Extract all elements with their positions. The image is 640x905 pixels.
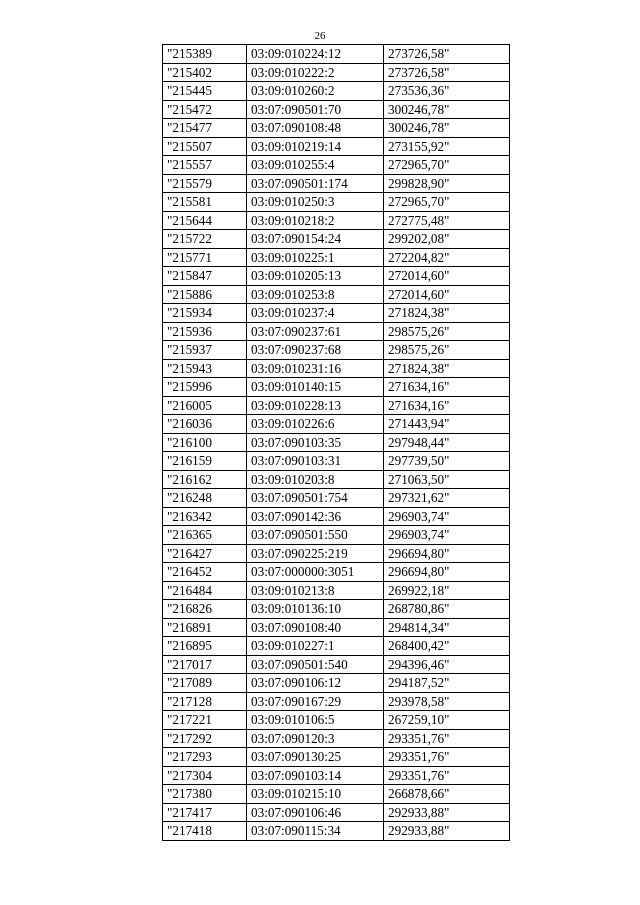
cadastral-number-cell: 03:07:090154:24: [247, 230, 384, 249]
cadastral-number-cell: 03:09:010253:8: [247, 285, 384, 304]
table-row: [163, 193, 510, 212]
cadastral-number-cell: 03:07:090501:70: [247, 100, 384, 119]
record-id-cell: "215937: [163, 341, 247, 360]
table-row: [163, 396, 510, 415]
record-id-cell: "215943: [163, 359, 247, 378]
cadastral-number-cell: 03:09:010228:13: [247, 396, 384, 415]
record-id-cell: "216891: [163, 618, 247, 637]
record-id-cell: "217418: [163, 822, 247, 841]
record-id-cell: "215472: [163, 100, 247, 119]
record-id-cell: "215557: [163, 156, 247, 175]
cadastral-number-cell: 03:07:090167:29: [247, 692, 384, 711]
record-id-cell: "217017: [163, 655, 247, 674]
table-row: [163, 304, 510, 323]
cadastral-number-cell: 03:07:090103:14: [247, 766, 384, 785]
table-row: [163, 470, 510, 489]
record-id-cell: "216484: [163, 581, 247, 600]
record-id-cell: "215936: [163, 322, 247, 341]
table-row: [163, 174, 510, 193]
amount-cell: 294187,52": [384, 674, 510, 693]
table-row: [163, 785, 510, 804]
amount-cell: 272965,70": [384, 193, 510, 212]
table-row: [163, 507, 510, 526]
table-row: [163, 156, 510, 175]
amount-cell: 300246,78": [384, 119, 510, 138]
amount-cell: 268400,42": [384, 637, 510, 656]
table-row: [163, 45, 510, 64]
record-id-cell: "216036: [163, 415, 247, 434]
cadastral-number-cell: 03:07:090142:36: [247, 507, 384, 526]
amount-cell: 298575,26": [384, 322, 510, 341]
record-id-cell: "217380: [163, 785, 247, 804]
cadastral-number-cell: 03:07:090501:754: [247, 489, 384, 508]
amount-cell: 297948,44": [384, 433, 510, 452]
cadastral-number-cell: 03:09:010203:8: [247, 470, 384, 489]
amount-cell: 272014,60": [384, 285, 510, 304]
record-id-cell: "217292: [163, 729, 247, 748]
amount-cell: 273726,58": [384, 63, 510, 82]
table-row: [163, 63, 510, 82]
table-row: [163, 100, 510, 119]
amount-cell: 271634,16": [384, 396, 510, 415]
table-row: [163, 415, 510, 434]
cadastral-number-cell: 03:09:010136:10: [247, 600, 384, 619]
table-row: [163, 711, 510, 730]
table-row: [163, 433, 510, 452]
amount-cell: 293351,76": [384, 729, 510, 748]
cadastral-number-cell: 03:07:090130:25: [247, 748, 384, 767]
record-id-cell: "215722: [163, 230, 247, 249]
amount-cell: 272775,48": [384, 211, 510, 230]
amount-cell: 273536,36": [384, 82, 510, 101]
amount-cell: 294396,46": [384, 655, 510, 674]
cadastral-number-cell: 03:07:090501:174: [247, 174, 384, 193]
cadastral-number-cell: 03:07:090501:550: [247, 526, 384, 545]
amount-cell: 299202,08": [384, 230, 510, 249]
record-id-cell: "216452: [163, 563, 247, 582]
cadastral-number-cell: 03:07:090115:34: [247, 822, 384, 841]
amount-cell: 272204,82": [384, 248, 510, 267]
record-id-cell: "216342: [163, 507, 247, 526]
record-id-cell: "216895: [163, 637, 247, 656]
cadastral-number-cell: 03:09:010219:14: [247, 137, 384, 156]
record-id-cell: "215445: [163, 82, 247, 101]
record-id-cell: "215771: [163, 248, 247, 267]
record-id-cell: "215581: [163, 193, 247, 212]
cadastral-number-cell: 03:09:010250:3: [247, 193, 384, 212]
amount-cell: 299828,90": [384, 174, 510, 193]
amount-cell: 292933,88": [384, 822, 510, 841]
cadastral-number-cell: 03:07:090103:35: [247, 433, 384, 452]
cadastral-number-cell: 03:09:010213:8: [247, 581, 384, 600]
record-id-cell: "216427: [163, 544, 247, 563]
record-id-cell: "215389: [163, 45, 247, 64]
cadastral-number-cell: 03:07:090501:540: [247, 655, 384, 674]
amount-cell: 268780,86": [384, 600, 510, 619]
cadastral-number-cell: 03:07:090237:68: [247, 341, 384, 360]
cadastral-number-cell: 03:07:090106:12: [247, 674, 384, 693]
table-row: [163, 655, 510, 674]
table-row: [163, 766, 510, 785]
amount-cell: 271824,38": [384, 359, 510, 378]
amount-cell: 271824,38": [384, 304, 510, 323]
amount-cell: 297321,62": [384, 489, 510, 508]
amount-cell: 272965,70": [384, 156, 510, 175]
table-row: [163, 692, 510, 711]
record-id-cell: "215934: [163, 304, 247, 323]
cadastral-number-cell: 03:09:010226:6: [247, 415, 384, 434]
record-id-cell: "217128: [163, 692, 247, 711]
record-id-cell: "217293: [163, 748, 247, 767]
amount-cell: 293351,76": [384, 748, 510, 767]
amount-cell: 300246,78": [384, 100, 510, 119]
amount-cell: 297739,50": [384, 452, 510, 471]
table-row: [163, 452, 510, 471]
table-row: [163, 729, 510, 748]
cadastral-number-cell: 03:07:090120:3: [247, 729, 384, 748]
table-row: [163, 803, 510, 822]
table-row: [163, 748, 510, 767]
amount-cell: 271063,50": [384, 470, 510, 489]
table-row: [163, 285, 510, 304]
record-id-cell: "216100: [163, 433, 247, 452]
amount-cell: 292933,88": [384, 803, 510, 822]
cadastral-number-cell: 03:07:090106:46: [247, 803, 384, 822]
table-row: [163, 637, 510, 656]
record-id-cell: "217417: [163, 803, 247, 822]
table-row: [163, 563, 510, 582]
amount-cell: 269922,18": [384, 581, 510, 600]
cadastral-number-cell: 03:09:010260:2: [247, 82, 384, 101]
amount-cell: 273726,58": [384, 45, 510, 64]
cadastral-number-cell: 03:07:090108:40: [247, 618, 384, 637]
table-row: [163, 581, 510, 600]
record-id-cell: "215477: [163, 119, 247, 138]
table-row: [163, 674, 510, 693]
cadastral-number-cell: 03:09:010140:15: [247, 378, 384, 397]
record-id-cell: "216248: [163, 489, 247, 508]
cadastral-number-cell: 03:07:090103:31: [247, 452, 384, 471]
record-id-cell: "215886: [163, 285, 247, 304]
table-row: [163, 322, 510, 341]
page-number: 26: [314, 30, 326, 42]
amount-cell: 271634,16": [384, 378, 510, 397]
record-id-cell: "215847: [163, 267, 247, 286]
table-row: [163, 230, 510, 249]
cadastral-number-cell: 03:09:010255:4: [247, 156, 384, 175]
cadastral-number-cell: 03:09:010225:1: [247, 248, 384, 267]
cadastral-number-cell: 03:09:010215:10: [247, 785, 384, 804]
record-id-cell: "216365: [163, 526, 247, 545]
amount-cell: 293978,58": [384, 692, 510, 711]
record-id-cell: "215402: [163, 63, 247, 82]
amount-cell: 267259,10": [384, 711, 510, 730]
table-row: [163, 82, 510, 101]
cadastral-number-cell: 03:09:010237:4: [247, 304, 384, 323]
record-id-cell: "216162: [163, 470, 247, 489]
table-row: [163, 544, 510, 563]
table-row: [163, 119, 510, 138]
record-id-cell: "216005: [163, 396, 247, 415]
amount-cell: 296903,74": [384, 507, 510, 526]
table-row: [163, 137, 510, 156]
amount-cell: 296694,80": [384, 544, 510, 563]
table-row: [163, 822, 510, 841]
cadastral-number-cell: 03:07:090108:48: [247, 119, 384, 138]
data-table: [162, 44, 510, 841]
record-id-cell: "217304: [163, 766, 247, 785]
record-id-cell: "215996: [163, 378, 247, 397]
table-row: [163, 211, 510, 230]
amount-cell: 298575,26": [384, 341, 510, 360]
cadastral-number-cell: 03:09:010106:5: [247, 711, 384, 730]
amount-cell: 273155,92": [384, 137, 510, 156]
record-id-cell: "215579: [163, 174, 247, 193]
record-id-cell: "217089: [163, 674, 247, 693]
table-row: [163, 248, 510, 267]
table-row: [163, 600, 510, 619]
record-id-cell: "215507: [163, 137, 247, 156]
record-id-cell: "216159: [163, 452, 247, 471]
amount-cell: 271443,94": [384, 415, 510, 434]
cadastral-number-cell: 03:07:000000:3051: [247, 563, 384, 582]
amount-cell: 266878,66": [384, 785, 510, 804]
table-row: [163, 618, 510, 637]
amount-cell: 296694,80": [384, 563, 510, 582]
table-body: [163, 45, 510, 841]
cadastral-number-cell: 03:07:090225:219: [247, 544, 384, 563]
amount-cell: 272014,60": [384, 267, 510, 286]
amount-cell: 294814,34": [384, 618, 510, 637]
table-row: [163, 526, 510, 545]
record-id-cell: "217221: [163, 711, 247, 730]
table-row: [163, 341, 510, 360]
amount-cell: 293351,76": [384, 766, 510, 785]
table-row: [163, 359, 510, 378]
cadastral-number-cell: 03:07:090237:61: [247, 322, 384, 341]
cadastral-number-cell: 03:09:010205:13: [247, 267, 384, 286]
table-row: [163, 378, 510, 397]
record-id-cell: "215644: [163, 211, 247, 230]
table-row: [163, 489, 510, 508]
amount-cell: 296903,74": [384, 526, 510, 545]
table-row: [163, 267, 510, 286]
cadastral-number-cell: 03:09:010231:16: [247, 359, 384, 378]
cadastral-number-cell: 03:09:010227:1: [247, 637, 384, 656]
record-id-cell: "216826: [163, 600, 247, 619]
cadastral-number-cell: 03:09:010218:2: [247, 211, 384, 230]
cadastral-number-cell: 03:09:010224:12: [247, 45, 384, 64]
cadastral-number-cell: 03:09:010222:2: [247, 63, 384, 82]
